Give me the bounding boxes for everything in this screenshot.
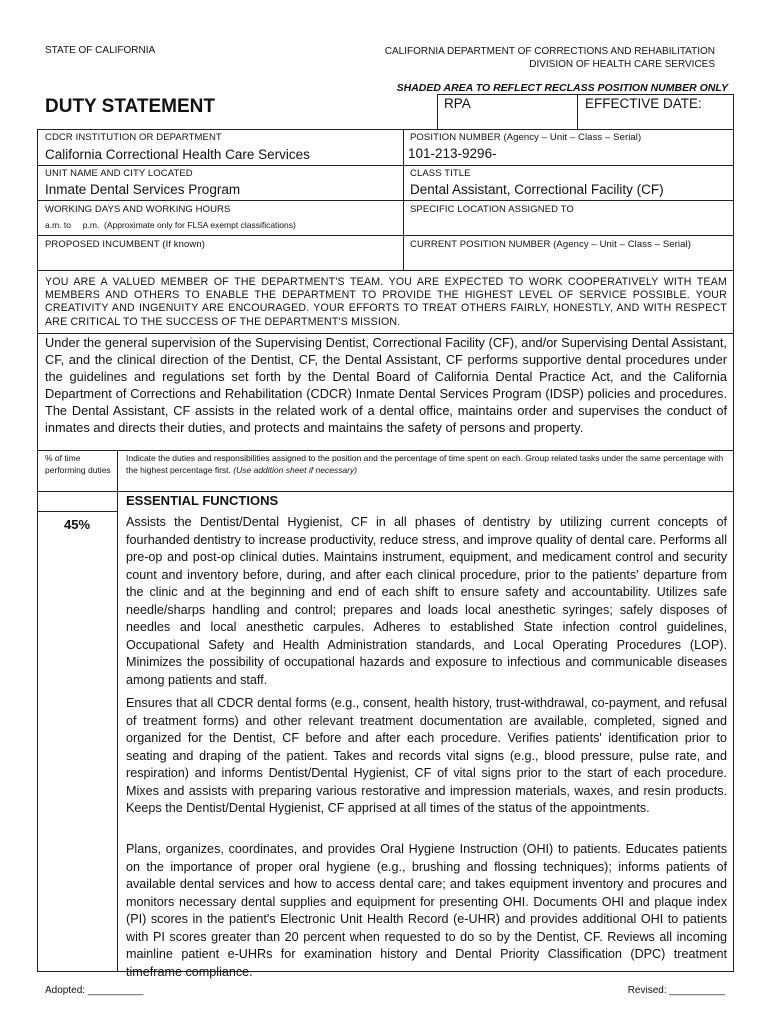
current-position-label: CURRENT POSITION NUMBER (Agency – Unit – Class – Serial) [410,239,691,250]
duty-paragraph: Plans, organizes, coordinates, and provides Oral Hygiene Instruction (OHI) to patients. Educates patients on the importance of proper oral hygiene (e.g., brushing and flossing techniques); informs patients of available dental services and how to access dental care; and takes equipment inventory and procures and monitors necessary dental supplies and equipment for presenting OHI. Documents OHI and plaque index (PI) scores in the patient's Electronic Unit Health Record (e-UHR) and provides additional OHI to patients with PI scores greater than 20 percent when requested to do so by the Dentist, CF. Reviews all incoming mainline patient e-UHRs for examination history and Dental Priority Classification (DPC) treatment timeframe compliance. [126,842,727,979]
institution-label: CDCR INSTITUTION OR DEPARTMENT [45,132,222,143]
rpa-label: RPA [444,96,471,111]
working-hours-line: a.m. to p.m. (Approximate only for FLSA exempt classifications) [45,220,296,230]
institution-value: California Correctional Health Care Services [45,147,310,162]
page-title: DUTY STATEMENT [45,96,215,117]
department-header [360,45,715,71]
class-title-label: CLASS TITLE [410,168,471,179]
specific-location-label: SPECIFIC LOCATION ASSIGNED TO [410,204,574,215]
class-title-value: Dental Assistant, Correctional Facility (CF) [410,182,664,197]
unit-value: Inmate Dental Services Program [45,182,241,197]
position-summary: Under the general supervision of the Supervising Dentist, Correctional Facility (CF), and/or Supervising Dental Assistant, CF, and the clinical direction of the Dentist, CF, the Dental Assistant, CF performs supportive dental procedures under the guidelines and regulations set forth by the Dental Board of California Dental Practice Act, and the California Department of Corrections and Rehabilitation (CDCR) Inmate Dental Services Program (IDSP) policies and procedures. The Dental Assistant, CF assists in the related work of a dental office, maintains order and supervises the conduct of inmates and directs their duties, and protects and maintains the safety of persons and property. [45,335,727,436]
revised-label: Revised: __________ [627,985,725,996]
duty-paragraph: Assists the Dentist/Dental Hygienist, CF in all phases of dentistry by utilizing current concepts of fourhanded dentistry to increase productivity, reduce stress, and improve quality of dental care. Performs all pre-op and post-op clinical duties. Maintains instrument, equipment, and medicament control and security count and inventory before, during, and after each clinical procedure, prior to the patients' departure from the clinic and at the beginning and end of each shift to ensure safety and accountability. Utilizes safe needle/sharps handling and control; prepares and loads local anesthetic syringes; safely disposes of needles and local anesthetic carpules. Adheres to established State infection control guidelines, Occupational Safety and Health Administration standards, and Local Operating Procedures (LOP). Minimizes the possibility of occupational hazards and exposure to infectious and communicable diseases among patients and staff. [126,515,727,687]
working-days-label: WORKING DAYS AND WORKING HOURS [45,204,231,215]
proposed-incumbent-label: PROPOSED INCUMBENT (If known) [45,239,206,250]
unit-label: UNIT NAME AND CITY LOCATED [45,168,193,179]
shaded-area-note: SHADED AREA TO REFLECT RECLASS POSITION NUMBER ONLY [396,82,728,94]
position-number-label: POSITION NUMBER (Agency – Unit – Class – Serial) [410,132,642,143]
percent-of-time-header: % of time performing duties [45,453,111,475]
instructions-note: (Use addition sheet if necessary) [233,464,358,475]
instructions-text: Indicate the duties and responsibilities assigned to the position and the percentage of time spent on each. Group related tasks under the same percentage with the highest percentage first. [126,453,724,475]
department-name: CALIFORNIA DEPARTMENT OF CORRECTIONS AND REHABILITATION [384,46,715,57]
adopted-label: Adopted: __________ [45,985,144,996]
state-label: STATE OF CALIFORNIA [45,45,156,56]
duty-percent: 45% [63,517,91,532]
division-name: DIVISION OF HEALTH CARE SERVICES [529,59,715,70]
duty-paragraph: Ensures that all CDCR dental forms (e.g., consent, health history, trust-withdrawal, co-payment, and refusal of treatment forms) and other relevant treatment documentation are available, completed, signed and organized for the Dentist, CF before and after each procedure. Verifies patients' identification prior to seating and draping of the patient. Takes and records vital signs (e.g., blood pressure, pulse rate, and respiration) and informs Dentist/Dental Hygienist, CF of vital signs prior to the start of each procedure. Mixes and assists with preparing various restorative and impression materials, waxes, and resin products. Keeps the Dentist/Dental Hygienist, CF apprised at all times of the status of the appointments. [126,696,727,815]
position-number-value: 101-213-9296- [408,146,497,161]
mission-statement: YOU ARE A VALUED MEMBER OF THE DEPARTMENT'S TEAM. YOU ARE EXPECTED TO WORK COOPERATIVELY WITH TEAM MEMBERS AND OTHERS TO ENABLE THE DEPARTMENT TO PROVIDE THE HIGHEST LEVEL OF SERVICE POSSIBLE. YOUR CREATIVITY AND INGENUITY ARE ENCOURAGED. YOUR EFFORTS TO TREAT OTHERS FAIRLY, HONESTLY, AND WITH RESPECT ARE CRITICAL TO THE SUCCESS OF THE DEPARTMENT'S MISSION. [45,276,727,328]
instructions [126,453,726,476]
effective-date-label: EFFECTIVE DATE: [585,96,702,111]
essential-functions-heading: ESSENTIAL FUNCTIONS [126,493,279,508]
